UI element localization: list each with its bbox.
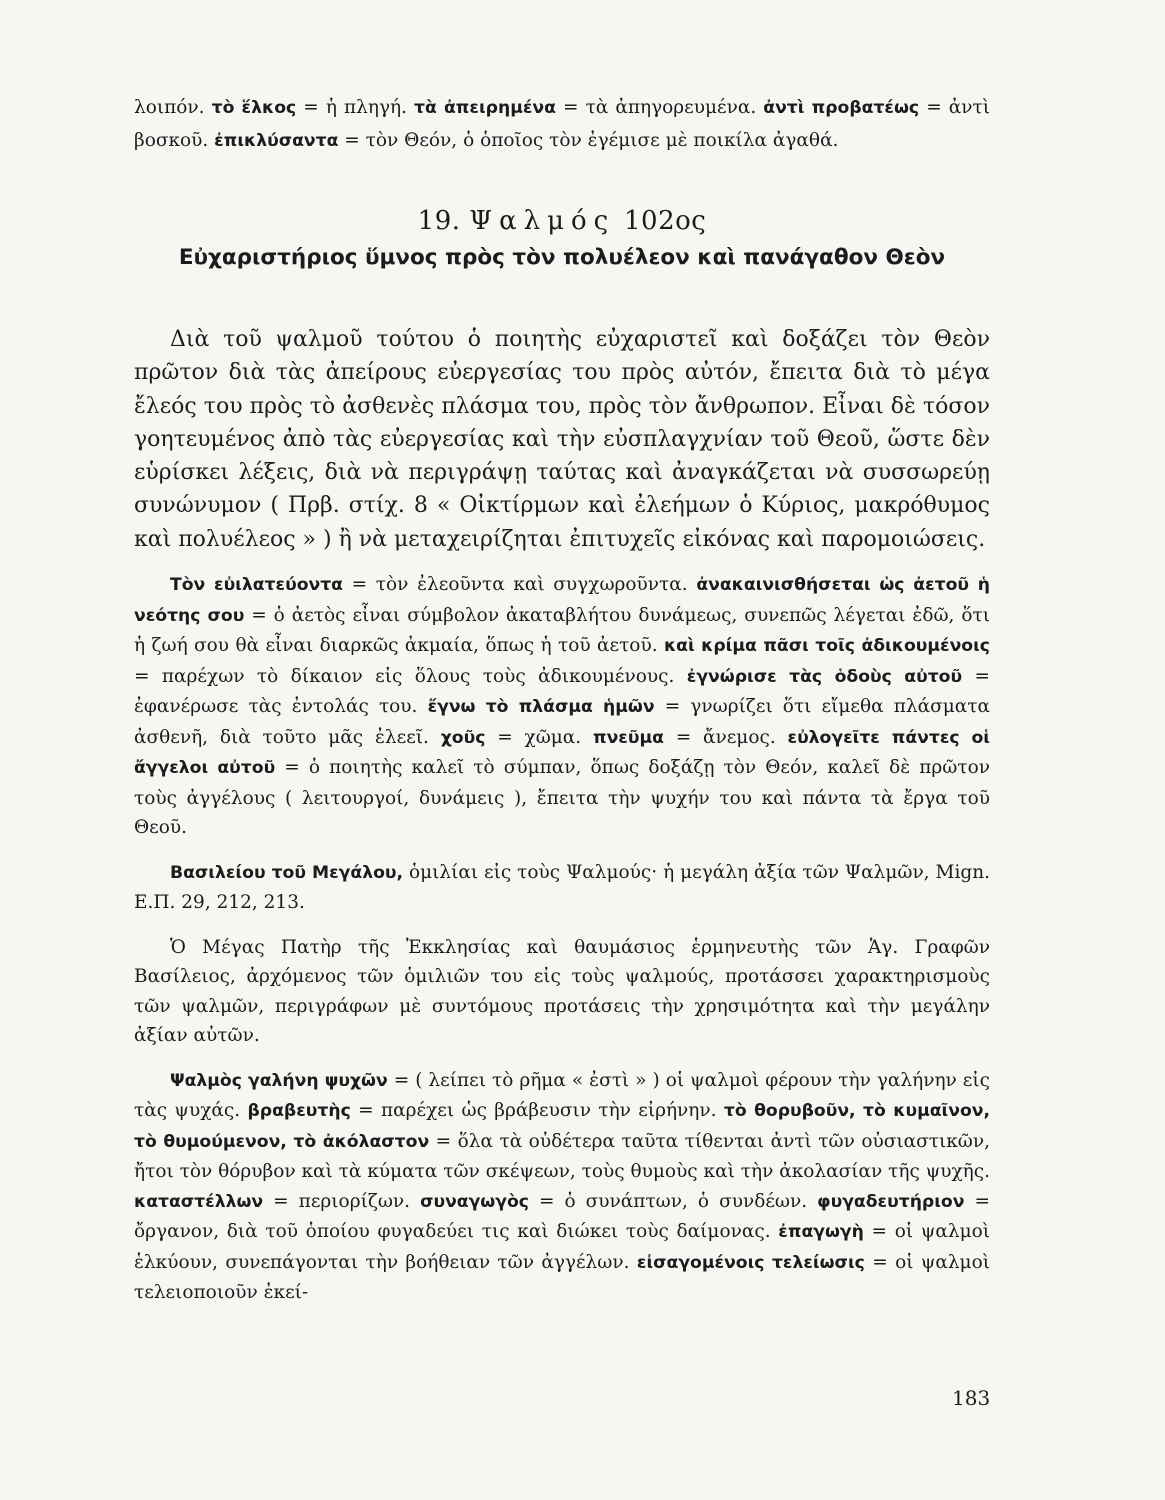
text: λοιπόν. [134, 97, 212, 118]
page-number: 183 [952, 1386, 991, 1410]
text: = τὸν ἐλεοῦντα καὶ συγχωροῦντα. [343, 574, 697, 596]
text: = ἐφανέρωσε τὰς ἐντολάς του. [134, 665, 990, 718]
text: = παρέχει ὡς βράβευσιν τὴν εἰρήνην. [350, 1100, 724, 1122]
text: = ὁ συνάπτων, ὁ συνδέων. [528, 1190, 818, 1212]
lemma: καταστέλλων [134, 1191, 264, 1212]
lemma: Τὸν εὐιλατεύοντα [170, 575, 343, 596]
lemma: ἔγνω τὸ πλάσμα ἡμῶν [427, 697, 655, 718]
lemma: τὰ ἀπειρημένα [414, 98, 556, 118]
text: = ( λείπει τὸ ρῆμα « ἐστὶ » ) οἱ ψαλμοὶ φέρουν τὴν γαλήνην εἰς τὰς ψυχάς. [134, 1069, 990, 1122]
lemma: φυγαδευτήριον [817, 1191, 965, 1212]
text: = περιορίζων. [263, 1190, 421, 1212]
text: = ὁ ἀετὸς εἶναι σύμβολον ἀκαταβλήτου δυνάμεως, συνεπῶς λέγεται ἐδῶ, ὅτι ἡ ζωή σου θὰ εἶναι διαρκῶς ἀκμαία, ὅπως ἡ τοῦ ἀετοῦ. [134, 604, 990, 657]
lemma: ἀντὶ προβατέως [763, 98, 920, 118]
lemma: Βασιλείου τοῦ Μεγάλου, [170, 862, 404, 883]
glossary-note-1 [134, 570, 990, 843]
glossary-note-3: Ὁ Μέγας Πατὴρ τῆς Ἐκκλησίας καὶ θαυμάσιος ἑρμηνευτὴς τῶν Ἁγ. Γραφῶν Βασίλειος, ἀρχόμενος τῶν ὁμιλιῶν του εἰς τοὺς ψαλμούς, προτάσσει χαρακτηρισμοὺς τῶν ψαλμῶν, περιγράφων μὲ συντόμους προτάσεις τὴν χρησιμότητα καὶ τὴν μεγάλην ἀξίαν αὐτῶν. [134, 936, 990, 1047]
text: = ἄνεμος. [663, 726, 788, 748]
section-subtitle: Εὐχαριστήριος ὕμνος πρὸς τὸν πολυέλεον καὶ πανάγαθον Θεὸν [178, 245, 946, 270]
text: ὁμιλίαι εἰς τοὺς Ψαλμούς· ἡ μεγάλη ἀξία τῶν Ψαλμῶν, Mign. Ε.Π. 29, 212, 213. [134, 861, 990, 914]
lemma: συναγωγὸς [420, 1191, 529, 1212]
text: = ὁ ποιητὴς καλεῖ τὸ σύμπαν, ὅπως δοξάζῃ τὸν Θεόν, καλεῖ δὲ πρῶτον τοὺς ἀγγέλους ( λειτουργοί, δυνάμεις ), ἔπειτα τὴν ψυχήν του καὶ πάντα τὰ ἔργα τοῦ Θεοῦ. [134, 757, 990, 839]
text: = τὰ ἀπηγορευμένα. [555, 97, 764, 118]
section-heading [134, 201, 990, 241]
text: = ὅλα τὰ οὐδέτερα ταῦτα τίθενται ἀντὶ τῶν οὐσιαστικῶν, ἤτοι τὸν θόρυβον καὶ τὰ κύματα τῶν σκέψεων, τοὺς θυμοὺς καὶ τὴν ἀκολασίαν τῆς ψυχῆς. [134, 1130, 990, 1183]
lemma: πνεῦμα [592, 727, 664, 748]
lemma: ἐπικλύσαντα [214, 130, 339, 151]
lemma: εὐλογεῖτε πάντες οἱ ἄγγελοι αὐτοῦ [134, 727, 990, 779]
section-number: 19. [417, 206, 470, 236]
text: = γνωρίζει ὅτι εἴμεθα πλάσματα ἀσθενῆ, διὰ τοῦτο μᾶς ἐλεεῖ. [134, 696, 990, 748]
text: = τὸν Θεόν, ὁ ὁποῖος τὸν ἐγέμισε μὲ ποικίλα ἀγαθά. [338, 129, 839, 151]
psalm-number: 102ος [615, 206, 707, 236]
lemma: Ψαλμὸς γαλήνη ψυχῶν [170, 1070, 388, 1091]
lemma: εἰσαγομένοις τελείωσις [636, 1252, 865, 1273]
glossary-note-4 [134, 1066, 990, 1308]
section-title: Ψαλμός [469, 206, 616, 236]
lemma: χοῦς [440, 727, 486, 748]
page-content [134, 92, 990, 1308]
text: = ἀντὶ βοσκοῦ. [134, 97, 990, 151]
lemma: τὸ θορυβοῦν, τὸ κυμαῖνον, τὸ θυμούμενον, τὸ ἀκόλαστον [134, 1101, 990, 1152]
text: = οἱ ψαλμοὶ ἑλκύουν, συνεπάγονται τὴν βοήθειαν τῶν ἀγγέλων. [134, 1221, 990, 1273]
lemma: ἐπαγωγὴ [778, 1222, 864, 1243]
lemma: ἀνακαινισθήσεται ὡς ἀετοῦ ἡ νεότης σου [134, 575, 991, 626]
text: = οἱ ψαλμοὶ τελειοποιοῦν ἐκεί- [134, 1251, 990, 1304]
text: = παρέχων τὸ δίκαιον εἰς ὅλους τοὺς ἀδικουμένους. [134, 665, 687, 687]
intro-paragraph [134, 92, 990, 157]
lemma: τὸ ἕλκος [211, 98, 297, 118]
text: = ὄργανον, διὰ τοῦ ὁποίου φυγαδεύει τις καὶ διώκει τοὺς δαίμονας. [134, 1190, 990, 1243]
body-paragraph: Διὰ τοῦ ψαλμοῦ τούτου ὁ ποιητὴς εὐχαριστεῖ καὶ δοξάζει τὸν Θεὸν πρῶτον διὰ τὰς ἀπείρους εὐεργεσίας του πρὸς αὐτόν, ἔπειτα διὰ τὸ μέγα ἔλεός του πρὸς τὸ ἀσθενὲς πλάσμα του, πρὸς τὸν ἄνθρωπον. Εἶναι δὲ τόσον γοητευμένος ἀπὸ τὰς εὐεργεσίας καὶ τὴν εὐσπλαγχνίαν τοῦ Θεοῦ, ὥστε δὲν εὑρίσκει λέξεις, διὰ νὰ περιγράψῃ ταύτας καὶ ἀναγκάζεται νὰ συσσωρεύῃ συνώνυμον ( Πρβ. στίχ. 8 « Οἰκτίρμων καὶ ἐλεήμων ὁ Κύριος, μακρόθυμος καὶ πολυέλεος » ) ἢ νὰ μεταχειρίζηται ἐπιτυχεῖς εἰκόνας καὶ παρομοιώσεις. [134, 327, 990, 552]
lemma: βραβευτὴς [247, 1101, 351, 1122]
glossary-note-2 [134, 858, 990, 918]
text: = χῶμα. [485, 726, 593, 748]
text: = ἡ πληγή. [296, 97, 415, 118]
lemma: ἐγνώρισε τὰς ὁδοὺς αὐτοῦ [686, 666, 963, 687]
lemma: καὶ κρίμα πᾶσι τοῖς ἀδικουμένοις [663, 636, 990, 657]
